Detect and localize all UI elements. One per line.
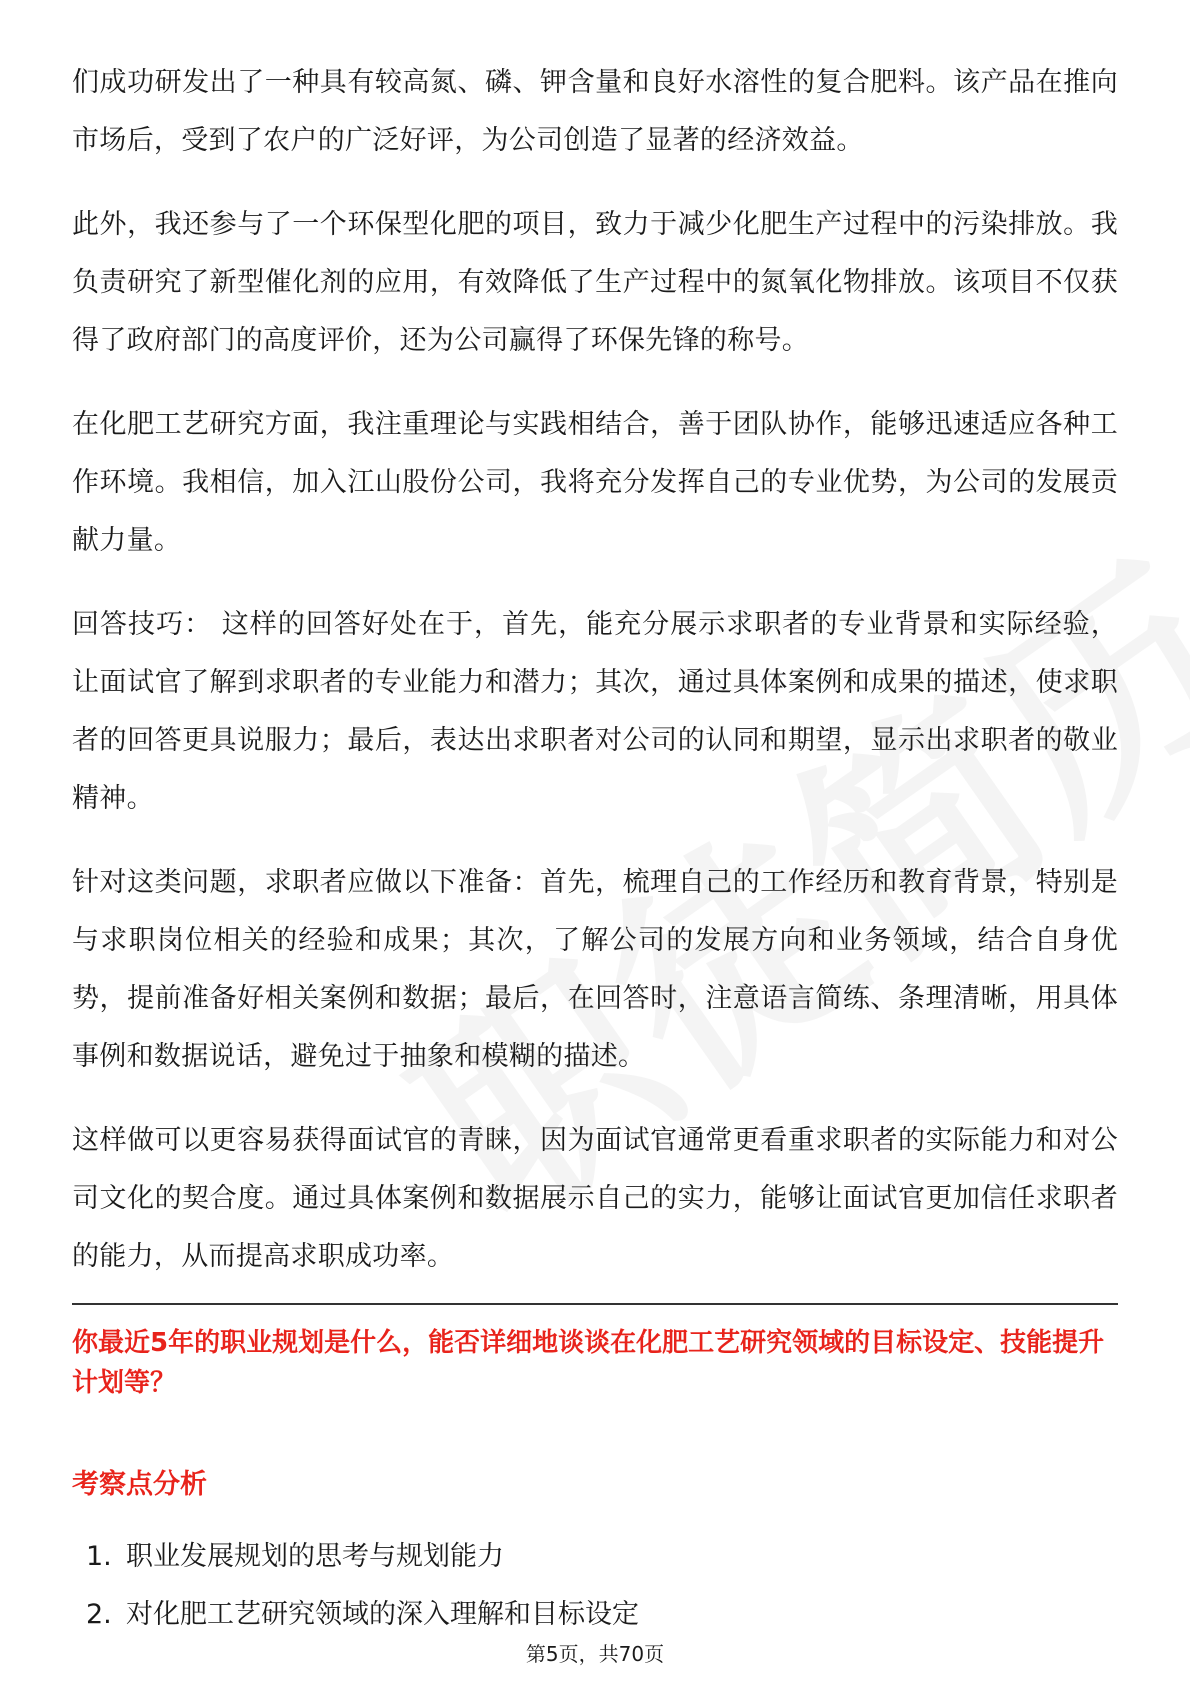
list-item <box>86 1528 1086 1586</box>
list-item-text: 职业发展规划的思考与规划能力 <box>126 1541 504 1572</box>
list-item <box>86 1586 1086 1644</box>
paragraph: 回答技巧： 这样的回答好处在于，首先，能充分展示求职者的专业背景和实际经验，让面试官了解到求职者的专业能力和潜力；其次，通过具体案例和成果的描述，使求职者的回答更具说服力；最后，表达出求职者对公司的认同和期望，显示出求职者的敬业精神。 <box>72 609 1118 814</box>
paragraph: 在化肥工艺研究方面，我注重理论与实践相结合，善于团队协作，能够迅速适应各种工作环境。我相信，加入江山股份公司，我将充分发挥自己的专业优势，为公司的发展贡献力量。 <box>72 409 1118 556</box>
page-footer: 第5页，共70页 <box>525 1642 665 1666</box>
paragraph: 针对这类问题，求职者应做以下准备：首先，梳理自己的工作经历和教育背景，特别是与求职岗位相关的经验和成果；其次，了解公司的发展方向和业务领域，结合自身优势，提前准备好相关案例和数据；最后，在回答时，注意语言简练、条理清晰，用具体事例和数据说话，避免过于抽象和模糊的描述。 <box>72 867 1118 1072</box>
question-heading: 你最近5年的职业规划是什么，能否详细地谈谈在化肥工艺研究领域的目标设定、技能提升计划等？ <box>72 1328 1105 1398</box>
analysis-list <box>86 1528 1086 1644</box>
list-number: 1. <box>86 1541 112 1572</box>
body-text <box>72 54 1118 1312</box>
paragraph: 这样做可以更容易获得面试官的青睐，因为面试官通常更看重求职者的实际能力和对公司文化的契合度。通过具体案例和数据展示自己的实力，能够让面试官更加信任求职者的能力，从而提高求职成功率。 <box>72 1125 1118 1272</box>
paragraph: 们成功研发出了一种具有较高氮、磷、钾含量和良好水溶性的复合肥料。该产品在推向市场后，受到了农户的广泛好评，为公司创造了显著的经济效益。 <box>72 67 1118 156</box>
list-item-text: 对化肥工艺研究领域的深入理解和目标设定 <box>126 1599 639 1630</box>
list-number: 2. <box>86 1599 112 1630</box>
section-divider <box>72 1303 1118 1305</box>
section-title: 考察点分析 <box>72 1469 207 1500</box>
paragraph: 此外，我还参与了一个环保型化肥的项目，致力于减少化肥生产过程中的污染排放。我负责研究了新型催化剂的应用，有效降低了生产过程中的氮氧化物排放。该项目不仅获得了政府部门的高度评价，还为公司赢得了环保先锋的称号。 <box>72 209 1118 356</box>
